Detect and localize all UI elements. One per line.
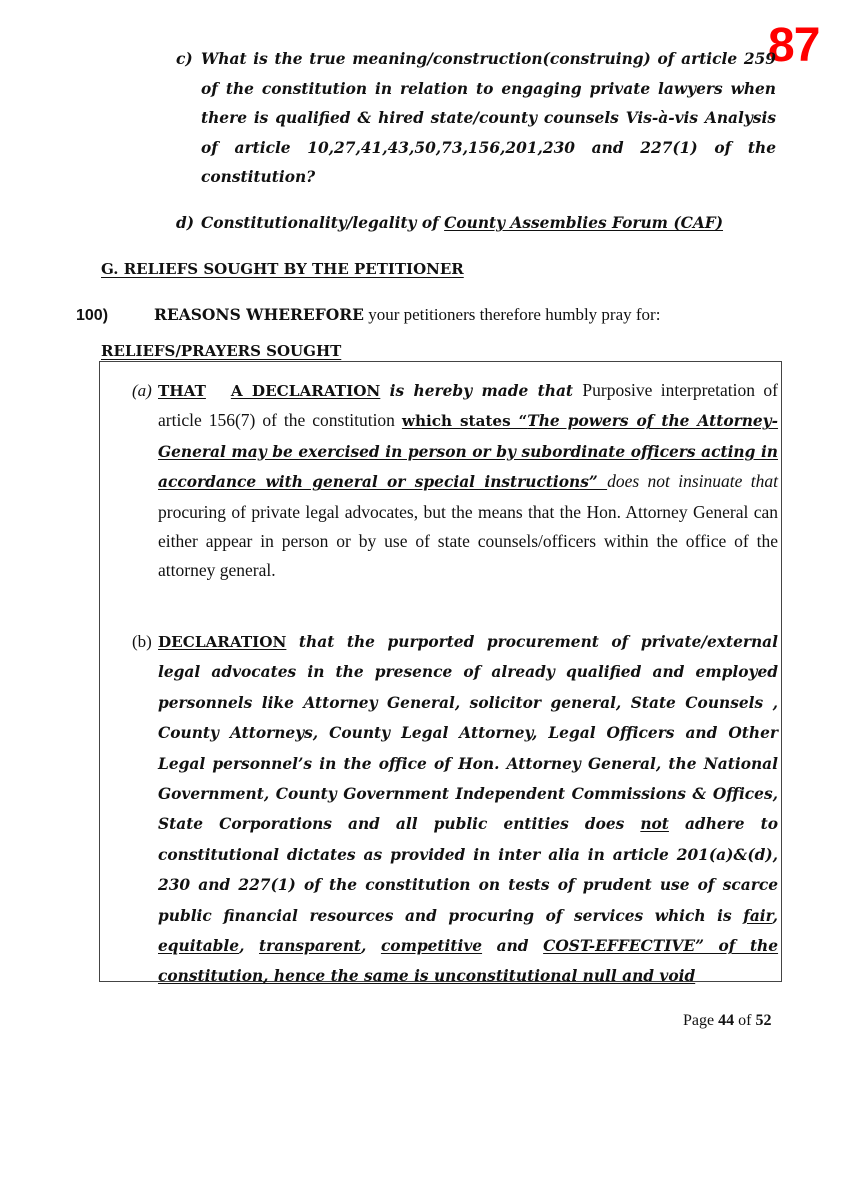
reliefs-heading: RELIEFS/PRAYERS SOUGHT: [101, 342, 342, 360]
prayers-box: [99, 361, 782, 986]
prayer-b: [132, 627, 777, 992]
footer-page-word: Page: [683, 1012, 719, 1029]
issue-d: [176, 209, 776, 239]
prayer-b-conclusion: COST-EFFECTIVE” of the constitution, hence the same is unconstitutional null and void: [158, 937, 779, 986]
prayer-a: [132, 376, 777, 586]
prayer-a-insinuate: does not insinuate that: [607, 471, 778, 492]
issue-d-caf: County Assemblies Forum (CAF): [444, 214, 724, 232]
prayer-b-competitive: competitive: [380, 937, 483, 956]
issue-d-text: Constitutionality/legality of: [201, 214, 445, 232]
separator: ,: [361, 937, 381, 956]
prayer-a-that: THAT: [158, 382, 206, 400]
footer-current-page: 44: [718, 1012, 735, 1029]
prayer-a-hereby: is hereby made that: [380, 382, 583, 400]
prayer-b-transparent: transparent: [259, 937, 361, 956]
paragraph-number: 100): [76, 307, 109, 324]
paragraph-lead-text: your petitioners therefore humbly pray for:: [363, 305, 661, 324]
section-heading: G. RELIEFS SOUGHT BY THE PETITIONER: [101, 260, 464, 278]
footer-of-word: of: [734, 1012, 756, 1029]
issue-c-text: What is the true meaning/construction(construing) of article 259 of the constitution in relation to engaging private lawyers when there is qualified & hired state/county counsels Vis-à-vis Analysis of article 10,27,41,43,50,73,156,201,230 and 227(1) of the constitution?: [201, 50, 776, 186]
footer-total-pages: 52: [755, 1012, 772, 1029]
prayer-b-text-2: adhere to constitutional dictates as provided in inter alia in article 201(a)&(d), 230 and 227(1) of the constitution on tests of prudent use of scarce public financial resources and procuring of services which is: [158, 815, 778, 925]
prayer-b-declaration: DECLARATION: [158, 633, 287, 651]
paragraph-lead-bold: REASONS WHEREFORE: [154, 305, 364, 324]
separator: and: [482, 937, 544, 956]
prayer-b-equitable: equitable: [158, 937, 240, 956]
prayer-b-text: that the purported procurement of private/external legal advocates in the presence of already qualified and employed personnels like Attorney General, solicitor general, State Counsels , County Attorneys, County Legal Attorney, Legal Officers and Other Legal personnel’s in the office of Hon. Attorney General, the National Government, County Government Independent Commissions & Offices, State Corporations and all public entities does: [158, 633, 778, 834]
separator: ,: [239, 937, 260, 956]
issue-c-label: c): [176, 50, 193, 68]
prayer-a-rest: procuring of private legal advocates, but the means that the Hon. Attorney General can either appear in person or by use of state counsels/officers within the office of the attorney general.: [158, 501, 778, 581]
prayer-a-quote: The powers of the Attorney-General may be exercised in person or by subordinate officers acting in accordance with general or special instructions”: [158, 412, 779, 492]
prayer-a-text: Purposive interpretation of article 156(7) of the constitution: [158, 380, 778, 431]
prayer-b-not: not: [640, 815, 669, 834]
issue-c: [176, 45, 776, 193]
separator: ,: [772, 906, 778, 925]
prayer-a-declaration: A DECLARATION: [230, 382, 381, 400]
page-footer: [683, 1012, 771, 1030]
prayer-a-which-states: which states “: [401, 412, 528, 431]
prayer-b-label: (b): [132, 632, 152, 651]
prayer-b-fair: fair: [743, 906, 773, 925]
issue-d-label: d): [176, 214, 195, 232]
paragraph-100: [76, 304, 661, 327]
prayer-a-label: (a): [132, 381, 152, 400]
page-stamp-number: 87: [768, 19, 820, 72]
